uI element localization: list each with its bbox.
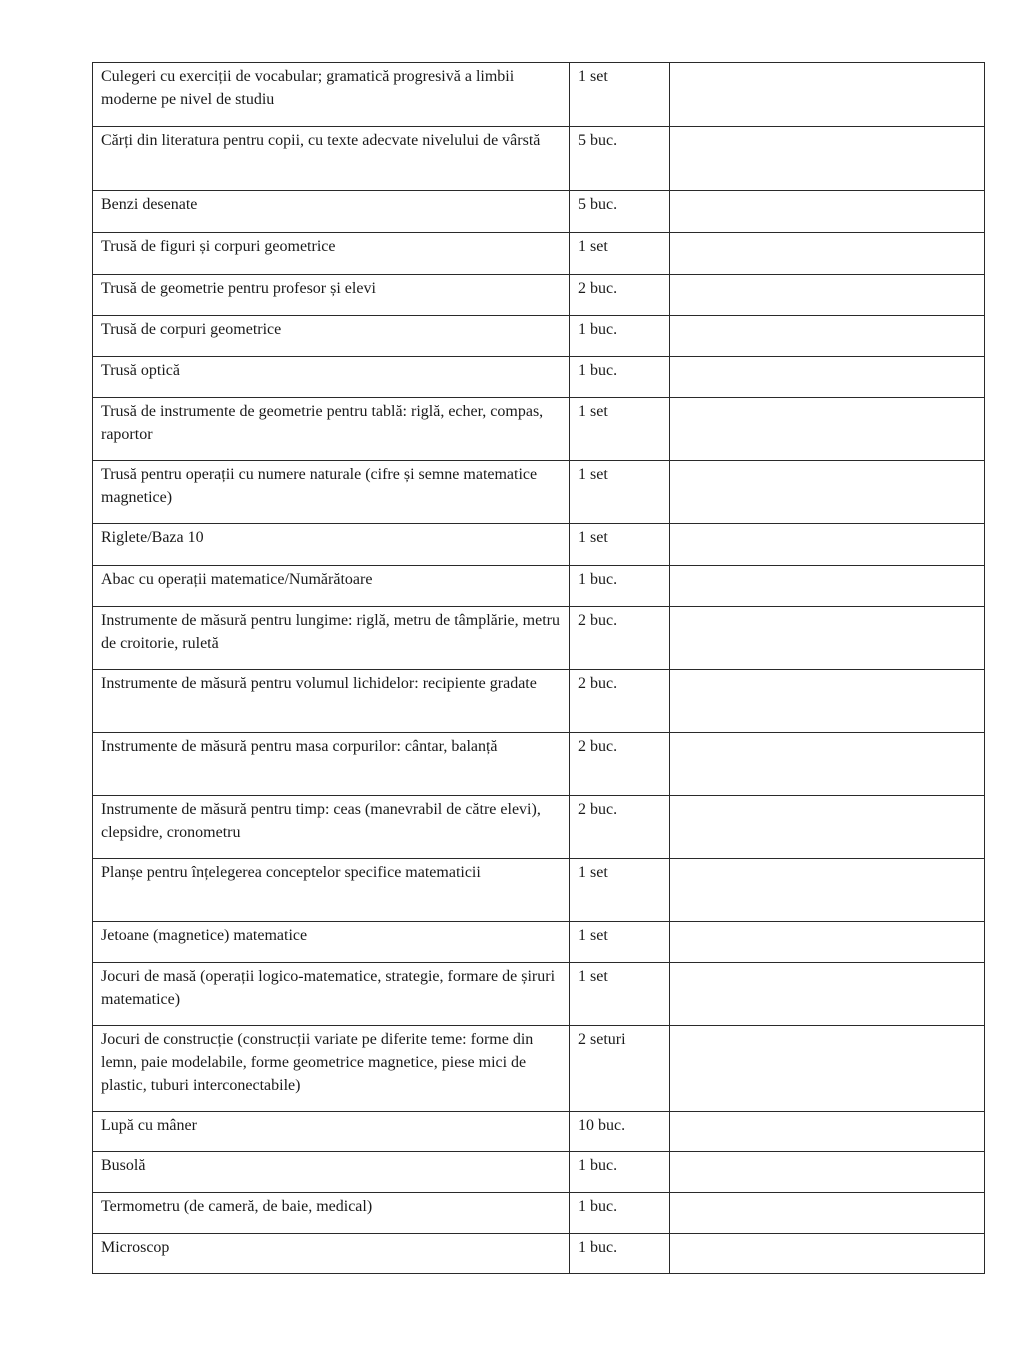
item-description-cell: Jocuri de construcție (construcții variate pe diferite teme: forme din lemn, paie modelabile, forme geometrice magnetice, piese mici de plastic, tuburi interconectabile) <box>93 1026 570 1112</box>
quantity-cell: 1 buc. <box>570 357 670 398</box>
quantity-cell: 10 buc. <box>570 1112 670 1152</box>
item-description-cell: Lupă cu mâner <box>93 1112 570 1152</box>
table-row <box>93 1234 985 1274</box>
quantity-cell: 2 buc. <box>570 275 670 316</box>
quantity-cell: 1 set <box>570 922 670 963</box>
empty-cell <box>670 733 985 796</box>
empty-cell <box>670 1026 985 1112</box>
empty-cell <box>670 1234 985 1274</box>
item-description-cell: Trusă optică <box>93 357 570 398</box>
empty-cell <box>670 1152 985 1193</box>
quantity-cell: 5 buc. <box>570 191 670 233</box>
item-description-cell: Trusă pentru operații cu numere naturale (cifre și semne matematice magnetice) <box>93 461 570 524</box>
item-description-cell: Planșe pentru înțelegerea conceptelor specifice matematicii <box>93 859 570 922</box>
item-description-cell: Riglete/Baza 10 <box>93 524 570 566</box>
table-row <box>93 733 985 796</box>
item-description-cell: Busolă <box>93 1152 570 1193</box>
quantity-cell: 5 buc. <box>570 127 670 191</box>
table-row <box>93 1026 985 1112</box>
item-description-cell: Microscop <box>93 1234 570 1274</box>
empty-cell <box>670 566 985 607</box>
empty-cell <box>670 963 985 1026</box>
item-description-cell: Termometru (de cameră, de baie, medical) <box>93 1193 570 1234</box>
table-row <box>93 1152 985 1193</box>
table-row <box>93 670 985 733</box>
empty-cell <box>670 233 985 275</box>
empty-cell <box>670 63 985 127</box>
table-row <box>93 859 985 922</box>
empty-cell <box>670 316 985 357</box>
item-description-cell: Trusă de geometrie pentru profesor și elevi <box>93 275 570 316</box>
empty-cell <box>670 398 985 461</box>
table-row <box>93 233 985 275</box>
item-description-cell: Instrumente de măsură pentru lungime: riglă, metru de tâmplărie, metru de croitorie, ruletă <box>93 607 570 670</box>
quantity-cell: 1 buc. <box>570 1152 670 1193</box>
quantity-cell: 1 set <box>570 963 670 1026</box>
item-description-cell: Benzi desenate <box>93 191 570 233</box>
empty-cell <box>670 461 985 524</box>
item-description-cell: Instrumente de măsură pentru timp: ceas (manevrabil de către elevi), clepsidre, cronometru <box>93 796 570 859</box>
table-row <box>93 796 985 859</box>
table-row <box>93 1112 985 1152</box>
table-row <box>93 922 985 963</box>
quantity-cell: 1 set <box>570 233 670 275</box>
item-description-cell: Culegeri cu exerciții de vocabular; gramatică progresivă a limbii moderne pe nivel de studiu <box>93 63 570 127</box>
quantity-cell: 2 buc. <box>570 607 670 670</box>
table-row <box>93 63 985 127</box>
table-row <box>93 1193 985 1234</box>
empty-cell <box>670 670 985 733</box>
quantity-cell: 1 buc. <box>570 566 670 607</box>
item-description-cell: Jocuri de masă (operații logico-matematice, strategie, formare de șiruri matematice) <box>93 963 570 1026</box>
empty-cell <box>670 859 985 922</box>
empty-cell <box>670 524 985 566</box>
table-row <box>93 316 985 357</box>
table-row <box>93 963 985 1026</box>
quantity-cell: 1 set <box>570 63 670 127</box>
empty-cell <box>670 357 985 398</box>
quantity-cell: 2 buc. <box>570 796 670 859</box>
empty-cell <box>670 275 985 316</box>
quantity-cell: 2 seturi <box>570 1026 670 1112</box>
quantity-cell: 1 buc. <box>570 1193 670 1234</box>
table-row <box>93 275 985 316</box>
item-description-cell: Cărți din literatura pentru copii, cu texte adecvate nivelului de vârstă <box>93 127 570 191</box>
quantity-cell: 1 set <box>570 859 670 922</box>
quantity-cell: 1 set <box>570 461 670 524</box>
table-row <box>93 566 985 607</box>
quantity-cell: 1 buc. <box>570 316 670 357</box>
item-description-cell: Trusă de figuri și corpuri geometrice <box>93 233 570 275</box>
item-description-cell: Jetoane (magnetice) matematice <box>93 922 570 963</box>
quantity-cell: 1 set <box>570 398 670 461</box>
quantity-cell: 2 buc. <box>570 670 670 733</box>
table-row <box>93 398 985 461</box>
table-row <box>93 191 985 233</box>
empty-cell <box>670 1112 985 1152</box>
quantity-cell: 1 buc. <box>570 1234 670 1274</box>
table-row <box>93 607 985 670</box>
empty-cell <box>670 127 985 191</box>
empty-cell <box>670 922 985 963</box>
table-row <box>93 461 985 524</box>
item-description-cell: Trusă de corpuri geometrice <box>93 316 570 357</box>
quantity-cell: 2 buc. <box>570 733 670 796</box>
empty-cell <box>670 607 985 670</box>
inventory-table-body <box>93 63 985 1274</box>
item-description-cell: Abac cu operații matematice/Numărătoare <box>93 566 570 607</box>
table-row <box>93 357 985 398</box>
table-row <box>93 524 985 566</box>
table-row <box>93 127 985 191</box>
empty-cell <box>670 191 985 233</box>
item-description-cell: Instrumente de măsură pentru volumul lichidelor: recipiente gradate <box>93 670 570 733</box>
item-description-cell: Instrumente de măsură pentru masa corpurilor: cântar, balanță <box>93 733 570 796</box>
item-description-cell: Trusă de instrumente de geometrie pentru tablă: riglă, echer, compas, raportor <box>93 398 570 461</box>
quantity-cell: 1 set <box>570 524 670 566</box>
inventory-table <box>92 62 985 1274</box>
empty-cell <box>670 1193 985 1234</box>
empty-cell <box>670 796 985 859</box>
